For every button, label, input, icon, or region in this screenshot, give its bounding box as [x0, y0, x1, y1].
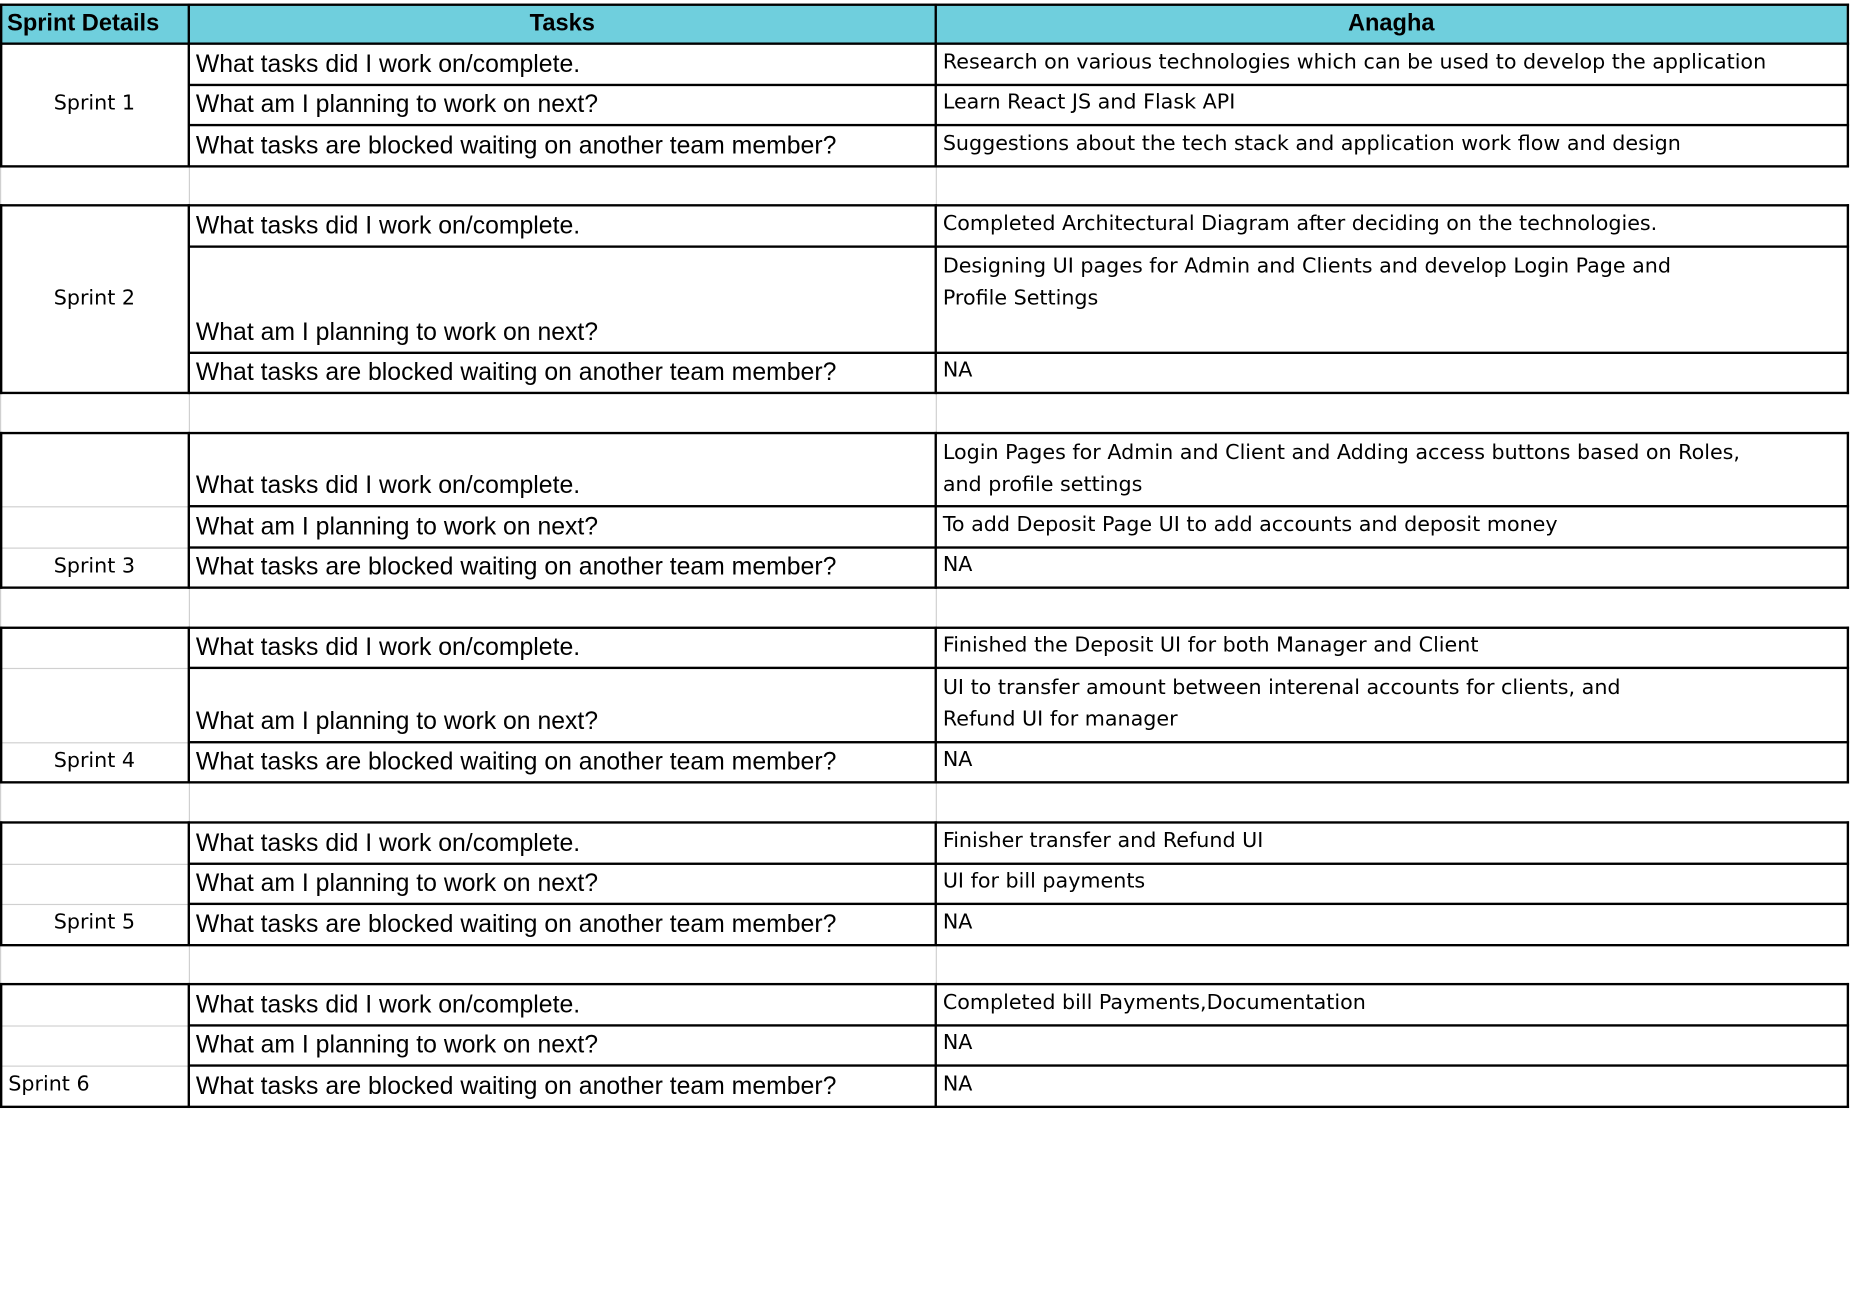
- table-border: [0, 1106, 1849, 1108]
- task-question: What am I planning to work on next?: [195, 707, 599, 736]
- table-border: [935, 627, 937, 784]
- gap-gridline: [0, 393, 1, 433]
- task-question: What tasks are blocked waiting on another team member?: [195, 553, 837, 581]
- member-answer: Designing UI pages for Admin and Clients and develop Login Page and Profile Settings: [942, 254, 1672, 311]
- table-border: [935, 4, 937, 45]
- member-answer: Completed Architectural Diagram after deciding on the technologies.: [942, 212, 1658, 236]
- task-question: What am I planning to work on next?: [195, 513, 599, 541]
- table-border: [0, 821, 2, 945]
- table-border: [0, 944, 1849, 946]
- table-border: [935, 983, 937, 1108]
- header-sprint-details: Sprint Details: [0, 5, 189, 44]
- table-border: [0, 392, 1849, 394]
- table-border: [189, 352, 1849, 354]
- table-border: [0, 983, 2, 1108]
- table-border: [189, 667, 1849, 669]
- task-question: What tasks did I work on/complete.: [195, 829, 581, 857]
- sprint-label: Sprint 4: [53, 749, 136, 773]
- member-answer: NA: [942, 358, 973, 383]
- member-answer: Finished the Deposit UI for both Manager and Client: [942, 633, 1479, 658]
- gap-gridline: [189, 588, 190, 628]
- gap-gridline: [0, 588, 1, 628]
- table-border: [0, 204, 1849, 206]
- table-border: [189, 546, 1849, 548]
- table-border: [1847, 627, 1849, 784]
- table-border: [0, 781, 1849, 783]
- task-question: What am I planning to work on next?: [195, 869, 599, 897]
- sprint-label: Sprint 1: [53, 92, 136, 116]
- table-border: [935, 204, 937, 394]
- table-border: [0, 42, 2, 166]
- sprint-label: Sprint 3: [53, 554, 136, 579]
- table-border: [189, 1024, 1849, 1026]
- table-border: [1847, 204, 1849, 394]
- task-question: What tasks did I work on/complete.: [195, 471, 581, 500]
- table-border: [1847, 983, 1849, 1108]
- table-border: [0, 4, 2, 45]
- gap-gridline: [936, 588, 937, 628]
- header-tasks: Tasks: [189, 5, 936, 44]
- table-border: [189, 741, 1849, 743]
- table-border: [0, 983, 1849, 985]
- sprint-col-gridline: [0, 548, 189, 549]
- table-border: [0, 42, 1849, 44]
- gap-gridline: [936, 782, 937, 822]
- table-border: [935, 821, 937, 945]
- gap-gridline: [936, 945, 937, 984]
- task-question: What tasks are blocked waiting on another team member?: [195, 358, 837, 386]
- table-border: [189, 903, 1849, 905]
- table-border: [1847, 4, 1849, 45]
- task-question: What tasks did I work on/complete.: [195, 991, 581, 1019]
- table-border: [189, 124, 1849, 126]
- member-answer: Suggestions about the tech stack and application work flow and design: [942, 132, 1681, 156]
- member-answer: UI to transfer amount between interenal accounts for clients, and Refund UI for manager: [942, 676, 1621, 732]
- table-border: [1847, 432, 1849, 589]
- sprint-label: Sprint 6: [8, 1072, 90, 1097]
- task-question: What tasks are blocked waiting on another team member?: [195, 748, 837, 776]
- table-border: [188, 627, 190, 784]
- member-answer: Research on various technologies which can be used to develop the application: [942, 50, 1767, 75]
- table-border: [0, 627, 2, 784]
- table-border: [0, 432, 2, 589]
- task-question: What tasks did I work on/complete.: [195, 633, 581, 661]
- table-border: [0, 821, 1849, 823]
- member-answer: NA: [942, 553, 973, 578]
- sprint-col-gridline: [0, 1025, 189, 1026]
- table-border: [189, 863, 1849, 865]
- task-question: What am I planning to work on next?: [195, 318, 599, 346]
- member-answer: To add Deposit Page UI to add accounts and deposit money: [942, 513, 1558, 537]
- member-answer: NA: [942, 1031, 973, 1055]
- table-border: [0, 432, 1849, 434]
- table-border: [0, 204, 2, 394]
- sprint-label: Sprint 2: [53, 286, 136, 311]
- sprint-col-gridline: [0, 864, 189, 865]
- table-border: [188, 4, 190, 45]
- header-member-anagha: Anagha: [936, 5, 1847, 44]
- table-border: [1847, 42, 1849, 166]
- gap-gridline: [189, 782, 190, 822]
- task-question: What am I planning to work on next?: [195, 90, 599, 118]
- member-answer: NA: [942, 910, 973, 935]
- gap-gridline: [189, 166, 190, 205]
- sprint-col-gridline: [0, 742, 189, 743]
- member-answer: UI for bill payments: [942, 869, 1146, 894]
- table-border: [188, 42, 190, 166]
- table-border: [188, 983, 190, 1108]
- member-answer: Finisher transfer and Refund UI: [942, 829, 1264, 854]
- table-border: [1847, 821, 1849, 945]
- table-border: [0, 627, 1849, 629]
- task-question: What tasks are blocked waiting on another team member?: [195, 1072, 837, 1100]
- table-border: [188, 432, 190, 589]
- member-answer: Completed bill Payments,Documentation: [942, 991, 1366, 1015]
- table-border: [0, 586, 1849, 588]
- task-question: What tasks are blocked waiting on another team member?: [195, 132, 837, 160]
- table-border: [0, 4, 1849, 6]
- member-answer: NA: [942, 1072, 973, 1097]
- gap-gridline: [0, 945, 1, 984]
- table-border: [935, 42, 937, 166]
- gap-gridline: [189, 945, 190, 984]
- gap-gridline: [189, 393, 190, 433]
- member-answer: Learn React JS and Flask API: [942, 90, 1236, 115]
- sprint-col-gridline: [0, 1066, 189, 1067]
- table-border: [935, 432, 937, 589]
- gap-gridline: [936, 166, 937, 205]
- table-border: [189, 1064, 1849, 1066]
- sprint-label: Sprint 5: [53, 910, 136, 935]
- table-border: [189, 84, 1849, 86]
- task-question: What tasks did I work on/complete.: [195, 50, 581, 78]
- table-border: [189, 245, 1849, 247]
- table-border: [188, 821, 190, 945]
- sprint-col-gridline: [0, 668, 189, 669]
- gap-gridline: [0, 166, 1, 205]
- task-question: What tasks are blocked waiting on another team member?: [195, 910, 837, 939]
- sprint-col-gridline: [0, 506, 189, 507]
- member-answer: NA: [942, 748, 973, 772]
- table-border: [0, 165, 1849, 167]
- gap-gridline: [0, 782, 1, 822]
- table-border: [188, 204, 190, 394]
- table-border: [189, 505, 1849, 507]
- task-question: What tasks did I work on/complete.: [195, 212, 581, 240]
- gap-gridline: [936, 393, 937, 433]
- sprint-col-gridline: [0, 904, 189, 905]
- member-answer: Login Pages for Admin and Client and Adding access buttons based on Roles, and profile settings: [942, 441, 1740, 497]
- task-question: What am I planning to work on next?: [195, 1031, 599, 1059]
